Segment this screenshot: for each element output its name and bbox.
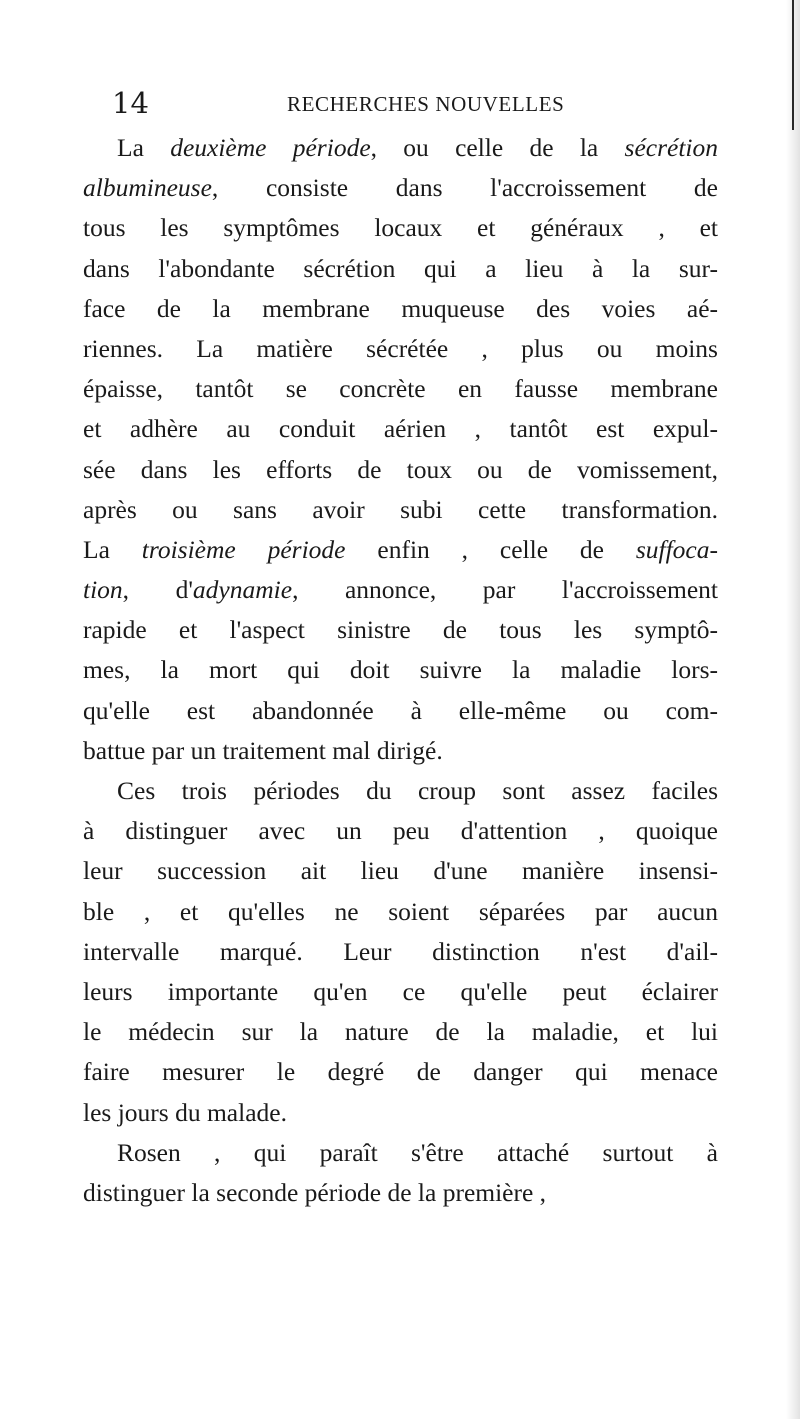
text-run: enfin , celle de xyxy=(345,534,636,564)
text-run: les jours du malade. xyxy=(83,1097,287,1127)
text-run: , ou celle de la xyxy=(370,133,625,162)
text-line xyxy=(83,691,718,731)
text-line xyxy=(83,208,718,248)
text-run: épaisse, tantôt se concrète en fausse membrane xyxy=(83,374,718,404)
text-run: Ces trois périodes du croup sont assez faciles xyxy=(117,776,718,805)
text-line xyxy=(83,530,718,570)
italic-text-run: albumineuse xyxy=(83,173,212,203)
paragraph xyxy=(83,1133,718,1213)
text-run: La xyxy=(117,133,171,162)
text-line xyxy=(83,409,718,449)
text-line xyxy=(83,731,718,771)
text-run: qu'elle est abandonnée à elle-même ou com- xyxy=(83,695,718,725)
text-run: tous les symptômes locaux et généraux , et xyxy=(83,213,718,243)
text-run: après ou sans avoir subi cette transformation. xyxy=(83,494,718,524)
text-run: Rosen , qui paraît s'être attaché surtout à xyxy=(117,1137,718,1167)
text-line xyxy=(83,249,718,289)
text-line xyxy=(83,610,718,650)
text-line xyxy=(83,1173,718,1213)
text-run: leur succession ait lieu d'une manière insensi- xyxy=(83,856,718,886)
text-line xyxy=(83,1052,718,1092)
text-run: faire mesurer le degré de danger qui menace xyxy=(83,1057,718,1087)
italic-text-run: adynamie xyxy=(192,575,293,605)
text-run: , d' xyxy=(122,575,193,605)
text-line xyxy=(83,650,718,690)
text-run: distinguer la seconde période de la première , xyxy=(83,1177,547,1207)
text-line xyxy=(83,369,718,409)
text-run: , consiste dans l'accroissement de xyxy=(211,173,718,203)
text-run: La xyxy=(83,534,142,564)
text-line xyxy=(83,1093,718,1133)
text-run: le médecin sur la nature de la maladie, et lui xyxy=(83,1017,718,1047)
text-run: ble , et qu'elles ne soient séparées par aucun xyxy=(83,896,718,926)
paragraph xyxy=(83,771,718,1133)
text-line xyxy=(83,168,718,208)
text-line xyxy=(83,450,718,490)
text-line xyxy=(83,128,718,168)
running-head: RECHERCHES NOUVELLES xyxy=(287,92,565,116)
text-run: dans l'abondante sécrétion qui a lieu à la sur- xyxy=(83,253,718,283)
text-line xyxy=(83,932,718,972)
text-line xyxy=(83,570,718,610)
text-line xyxy=(83,1012,718,1052)
text-line xyxy=(83,289,718,329)
text-line xyxy=(83,329,718,369)
text-run: leurs importante qu'en ce qu'elle peut éclairer xyxy=(83,976,718,1006)
text-run: rapide et l'aspect sinistre de tous les symptô- xyxy=(83,615,718,645)
paragraph xyxy=(83,128,718,771)
body-text xyxy=(83,128,718,1213)
page-edge-shadow xyxy=(786,0,800,1419)
text-line xyxy=(83,1133,718,1173)
text-run: à distinguer avec un peu d'attention , quoique xyxy=(83,816,718,846)
italic-text-run: troisième période xyxy=(141,534,346,564)
text-line xyxy=(83,892,718,932)
text-run: , annonce, par l'accroissement xyxy=(292,575,718,605)
text-run: battue par un traitement mal dirigé. xyxy=(83,735,443,765)
italic-text-run: deuxième période xyxy=(170,133,371,162)
text-line xyxy=(83,771,718,811)
text-line xyxy=(83,972,718,1012)
text-line xyxy=(83,490,718,530)
page-number: 14 xyxy=(112,86,149,120)
page-header xyxy=(112,84,682,124)
text-line xyxy=(83,811,718,851)
text-line xyxy=(83,851,718,891)
italic-text-run: suffoca- xyxy=(635,534,718,564)
text-run: mes, la mort qui doit suivre la maladie lors- xyxy=(83,655,718,685)
text-run: intervalle marqué. Leur distinction n'est d'ail- xyxy=(83,936,718,966)
italic-text-run: sécrétion xyxy=(624,133,718,162)
text-run: riennes. La matière sécrétée , plus ou moins xyxy=(83,333,718,363)
page-edge-mark xyxy=(792,0,794,130)
italic-text-run: tion xyxy=(83,575,123,605)
text-run: face de la membrane muqueuse des voies aé- xyxy=(83,293,718,323)
text-run: et adhère au conduit aérien , tantôt est expul- xyxy=(83,414,718,444)
text-run: sée dans les efforts de toux ou de vomissement, xyxy=(83,454,718,484)
